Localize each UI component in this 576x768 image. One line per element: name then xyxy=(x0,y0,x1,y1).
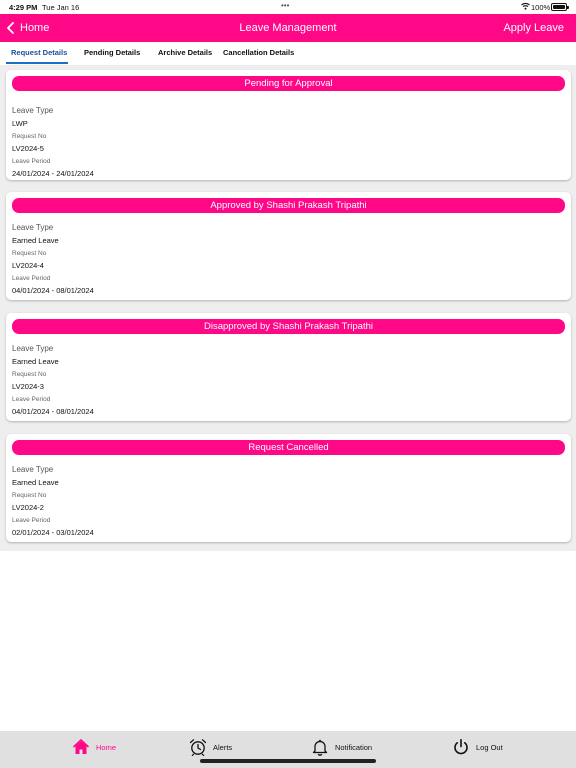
leave-period-value: 04/01/2024 - 08/01/2024 xyxy=(12,407,94,416)
nav-alerts[interactable] xyxy=(189,738,232,756)
page-title: Leave Management xyxy=(239,22,337,34)
leave-request-card[interactable] xyxy=(6,192,571,300)
nav-home-label: Home xyxy=(96,742,117,752)
leave-period-value: 02/01/2024 - 03/01/2024 xyxy=(12,528,94,537)
leave-period-label: Leave Period xyxy=(12,517,51,524)
power-icon xyxy=(452,738,470,756)
tab-pending-details[interactable]: Pending Details xyxy=(84,48,141,57)
active-tab-indicator xyxy=(6,62,68,64)
request-no-value: LV2024-3 xyxy=(12,382,44,391)
battery-percent: 100% xyxy=(531,3,551,12)
tab-request-details[interactable]: Request Details xyxy=(11,48,68,57)
leave-request-card[interactable] xyxy=(6,434,571,542)
request-status-banner: Disapproved by Shashi Prakash Tripathi xyxy=(12,319,565,334)
nav-notification-label: Notification xyxy=(335,742,373,752)
leave-type-label: Leave Type xyxy=(12,106,54,115)
home-icon xyxy=(72,738,90,756)
request-no-value: LV2024-4 xyxy=(12,261,44,270)
leave-type-value: Earned Leave xyxy=(12,478,59,487)
nav-alerts-label: Alerts xyxy=(213,742,233,752)
battery-icon xyxy=(551,3,567,11)
back-label: Home xyxy=(20,22,50,34)
leave-request-card[interactable] xyxy=(6,70,571,180)
request-status-banner: Request Cancelled xyxy=(12,440,565,455)
leave-period-value: 24/01/2024 - 24/01/2024 xyxy=(12,169,94,178)
request-no-label: Request No xyxy=(12,492,47,499)
leave-period-label: Leave Period xyxy=(12,275,51,282)
request-no-label: Request No xyxy=(12,371,47,378)
status-date: Tue Jan 16 xyxy=(42,3,80,12)
request-no-label: Request No xyxy=(12,133,47,140)
status-time: 4:29 PM xyxy=(9,3,38,12)
request-no-value: LV2024-2 xyxy=(12,503,44,512)
leave-type-value: LWP xyxy=(12,119,28,128)
multitasking-dots-icon[interactable]: ••• xyxy=(281,1,290,10)
leave-request-list xyxy=(0,65,576,551)
app-header xyxy=(0,14,576,42)
leave-period-value: 04/01/2024 - 08/01/2024 xyxy=(12,286,94,295)
request-no-value: LV2024-5 xyxy=(12,144,44,153)
tab-bar xyxy=(0,42,576,65)
leave-type-label: Leave Type xyxy=(12,223,54,232)
leave-period-label: Leave Period xyxy=(12,396,51,403)
leave-request-card[interactable] xyxy=(6,313,571,421)
leave-type-value: Earned Leave xyxy=(12,357,59,366)
leave-type-label: Leave Type xyxy=(12,465,54,474)
request-status-banner: Pending for Approval xyxy=(12,76,565,91)
apply-leave-button[interactable]: Apply Leave xyxy=(503,22,564,34)
leave-type-label: Leave Type xyxy=(12,344,54,353)
leave-type-value: Earned Leave xyxy=(12,236,59,245)
nav-home[interactable] xyxy=(72,738,116,756)
alarm-clock-icon xyxy=(189,738,207,756)
bell-icon xyxy=(311,738,329,756)
tab-archive-details[interactable]: Archive Details xyxy=(158,48,213,57)
nav-notification[interactable] xyxy=(311,738,372,756)
request-no-label: Request No xyxy=(12,250,47,257)
status-bar xyxy=(0,0,576,14)
nav-log-out-label: Log Out xyxy=(476,742,503,752)
home-indicator[interactable] xyxy=(200,759,376,763)
tab-cancellation-details[interactable]: Cancellation Details xyxy=(223,48,295,57)
nav-log-out[interactable] xyxy=(452,738,503,756)
leave-period-label: Leave Period xyxy=(12,158,51,165)
wifi-icon xyxy=(521,2,530,12)
request-status-banner: Approved by Shashi Prakash Tripathi xyxy=(12,198,565,213)
